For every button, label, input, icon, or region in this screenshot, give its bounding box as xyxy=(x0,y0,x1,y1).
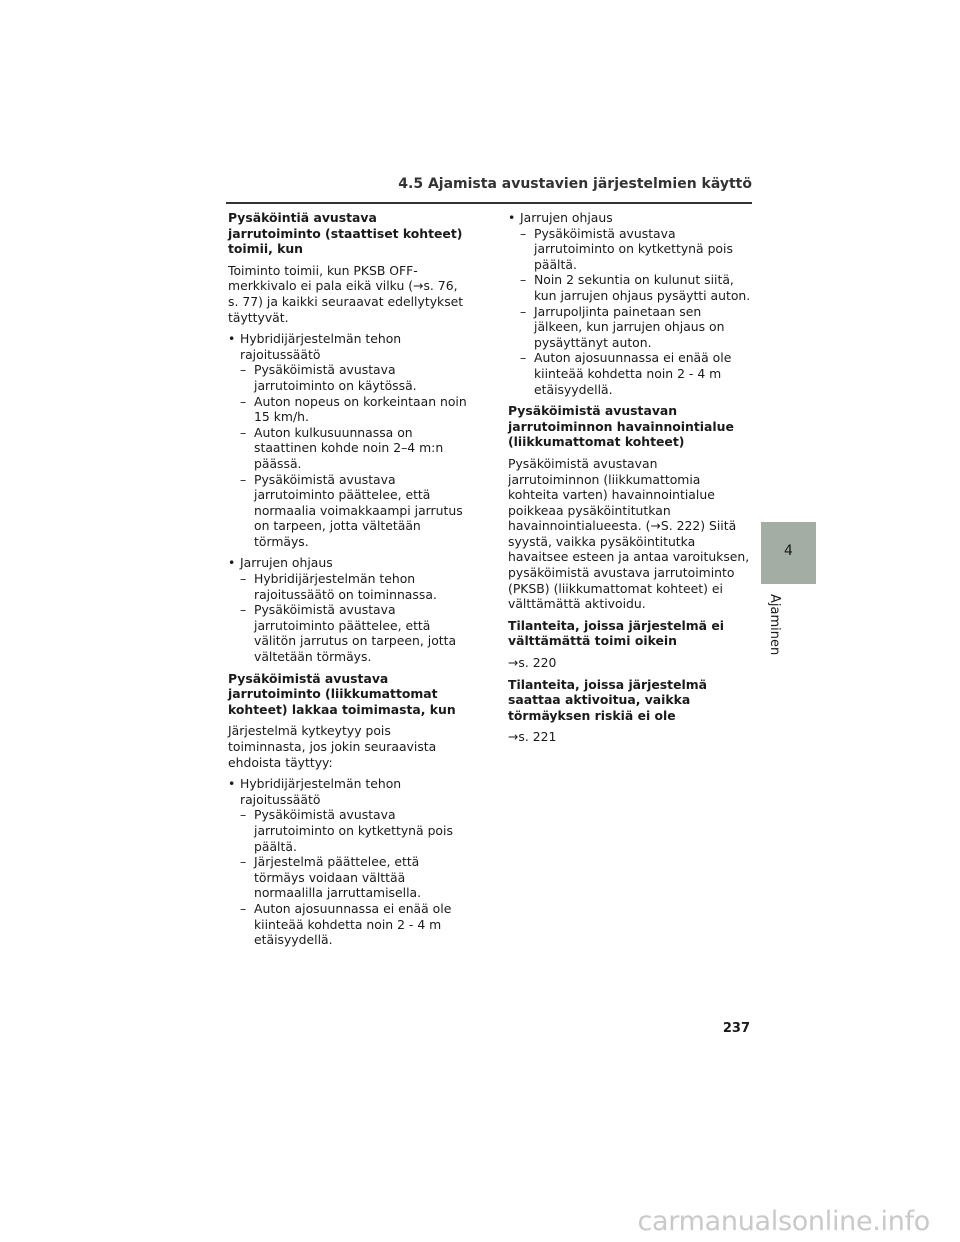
dash-item: – Pysäköimistä avustava jarrutoiminto on kytkettynä pois päältä. xyxy=(228,807,468,854)
section-header: 4.5 Ajamista avustavien järjestelmien käyttö xyxy=(398,176,752,192)
heading-may-activate: Tilanteita, joissa järjestelmä saattaa aktivoitua, vaikka törmäyksen riskiä ei ole xyxy=(508,676,708,723)
bullet-group-brake-control-cancel xyxy=(508,210,752,397)
bullet-item xyxy=(228,555,468,571)
bullet-group-power-limit xyxy=(228,331,468,549)
right-column xyxy=(508,210,752,751)
dash-item: – Noin 2 sekuntia on kulunut siitä, kun jarrujen ohjaus pysäytti auton. xyxy=(508,272,752,303)
bullet-label: Hybridijärjestelmän tehon xyxy=(240,331,402,347)
bullet-label-cont: rajoitussäätö xyxy=(240,346,321,362)
bullet-label: Jarrujen ohjaus xyxy=(520,210,613,225)
dash-item: – Pysäköimistä avustava jarrutoiminto on käytössä. xyxy=(228,362,468,393)
page-reference-link[interactable]: →s. 221 xyxy=(508,729,557,745)
chapter-number: 4 xyxy=(784,543,793,559)
left-column xyxy=(228,210,468,954)
bullet-item xyxy=(228,776,468,792)
dash-item: – Pysäköimistä avustava jarrutoiminto päättelee, että välitön jarrutus on tarpeen, jotta vältetään törmäys. xyxy=(228,602,468,664)
heading-stops-working: Pysäköimistä avustava jarrutoiminto (liikkumattomat kohteet) lakkaa toimimasta, kun xyxy=(228,670,456,717)
dash-item: – Auton ajosuunnassa ei enää ole kiinteää kohdetta noin 2 - 4 m etäisyydellä. xyxy=(508,350,752,397)
bullet-item xyxy=(228,331,468,347)
bullet-item xyxy=(508,210,752,226)
dash-item: – Auton ajosuunnassa ei enää ole kiinteää kohdetta noin 2 - 4 m etäisyydellä. xyxy=(228,901,468,948)
dash-item: – Jarrupoljinta painetaan sen jälkeen, kun jarrujen ohjaus on pysäyttänyt auton. xyxy=(508,304,752,351)
dash-item: – Pysäköimistä avustava jarrutoiminto on kytkettynä pois päältä. xyxy=(508,226,752,273)
dash-item: – Auton kulkusuunnassa on staattinen kohde noin 2–4 m:n päässä. xyxy=(228,425,468,472)
page-reference-link[interactable]: →s. 220 xyxy=(508,655,557,671)
paragraph-detection-area: Pysäköimistä avustavan jarrutoiminnon (liikkumattomia kohteita varten) havainnointialue poikkeaa pysäköintitutkan havainnointialueesta. (→S. 222) Siitä syystä, vaikka pysäköintitutka havaitsee esteen ja antaa varoituksen, pysäköimistä avustava jarrutoiminto (PKSB) (liikkumattomat kohteet) ei välttämättä aktivoidu. xyxy=(508,455,750,612)
dash-item: – Auton nopeus on korkeintaan noin 15 km/h. xyxy=(228,394,468,425)
heading-detection-area: Pysäköimistä avustavan jarrutoiminnon havainnointialue (liikkumattomat kohteet) xyxy=(508,403,734,450)
header-divider xyxy=(226,202,752,204)
page-number: 237 xyxy=(722,1021,750,1036)
chapter-label: Ajaminen xyxy=(767,594,782,656)
bullet-group-power-limit-cancel xyxy=(228,776,468,948)
bullet-label: Hybridijärjestelmän tehon xyxy=(240,776,402,792)
watermark: carmanualsonline.info xyxy=(637,1206,930,1237)
dash-item: – Hybridijärjestelmän tehon rajoitussäätö on toiminnassa. xyxy=(228,571,468,602)
paragraph-cancel-conditions: Järjestelmä kytkeytyy pois toiminnasta, jos jokin seuraavista ehdoista täyttyy: xyxy=(228,723,437,770)
dash-item: – Pysäköimistä avustava jarrutoiminto päättelee, että normaalia voimakkaampi jarrutus on tarpeen, jotta vältetään törmäys. xyxy=(228,472,468,550)
heading-static-objects-active: Pysäköintiä avustava jarrutoiminto (staattiset kohteet) toimii, kun xyxy=(228,210,463,257)
heading-may-not-work: Tilanteita, joissa järjestelmä ei välttämättä toimi oikein xyxy=(508,617,724,649)
bullet-label-cont: rajoitussäätö xyxy=(240,791,321,807)
bullet-label: Jarrujen ohjaus xyxy=(240,555,333,571)
dash-item: – Järjestelmä päättelee, että törmäys voidaan välttää normaalilla jarruttamisella. xyxy=(228,854,468,901)
chapter-label-container xyxy=(768,594,782,654)
paragraph-operation-conditions: Toiminto toimii, kun PKSB OFF-merkkivalo ei pala eikä vilku (→s. 76, s. 77) ja kaikki seuraavat edellytykset täyttyvät. xyxy=(228,262,464,325)
bullet-group-brake-control xyxy=(228,555,468,664)
